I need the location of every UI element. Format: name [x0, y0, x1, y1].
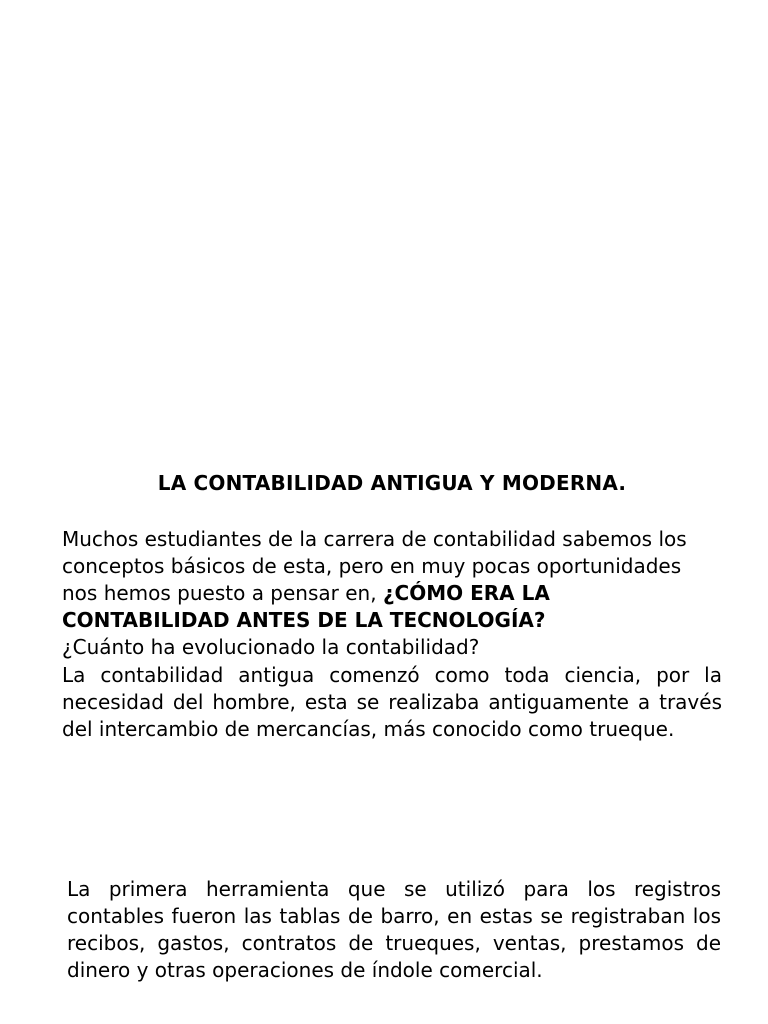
intro-paragraph [62, 526, 722, 661]
intro-text: Muchos estudiantes de la carrera de contabilidad sabemos los conceptos básicos de esta, pero en muy pocas oportunidades nos hemos puesto a pensar en, [62, 527, 687, 605]
bold-question: ¿CÓMO ERA LA CONTABILIDAD ANTES DE LA TECNOLOGÍA? [62, 581, 550, 632]
ancient-accounting-paragraph: La contabilidad antigua comenzó como toda ciencia, por la necesidad del hombre, esta se realizaba antiguamente a través del intercambio de mercancías, más conocido como trueque. [62, 663, 722, 741]
clay-tablets-paragraph: La primera herramienta que se utilizó para los registros contables fueron las tablas de barro, en estas se registraban los recibos, gastos, contratos de trueques, ventas, prestamos de dinero y otras operaciones de índole comercial. [67, 877, 721, 982]
document-title: LA CONTABILIDAD ANTIGUA Y MODERNA. [157, 471, 627, 495]
follow-up-question: ¿Cuánto ha evolucionado la contabilidad? [62, 635, 480, 659]
